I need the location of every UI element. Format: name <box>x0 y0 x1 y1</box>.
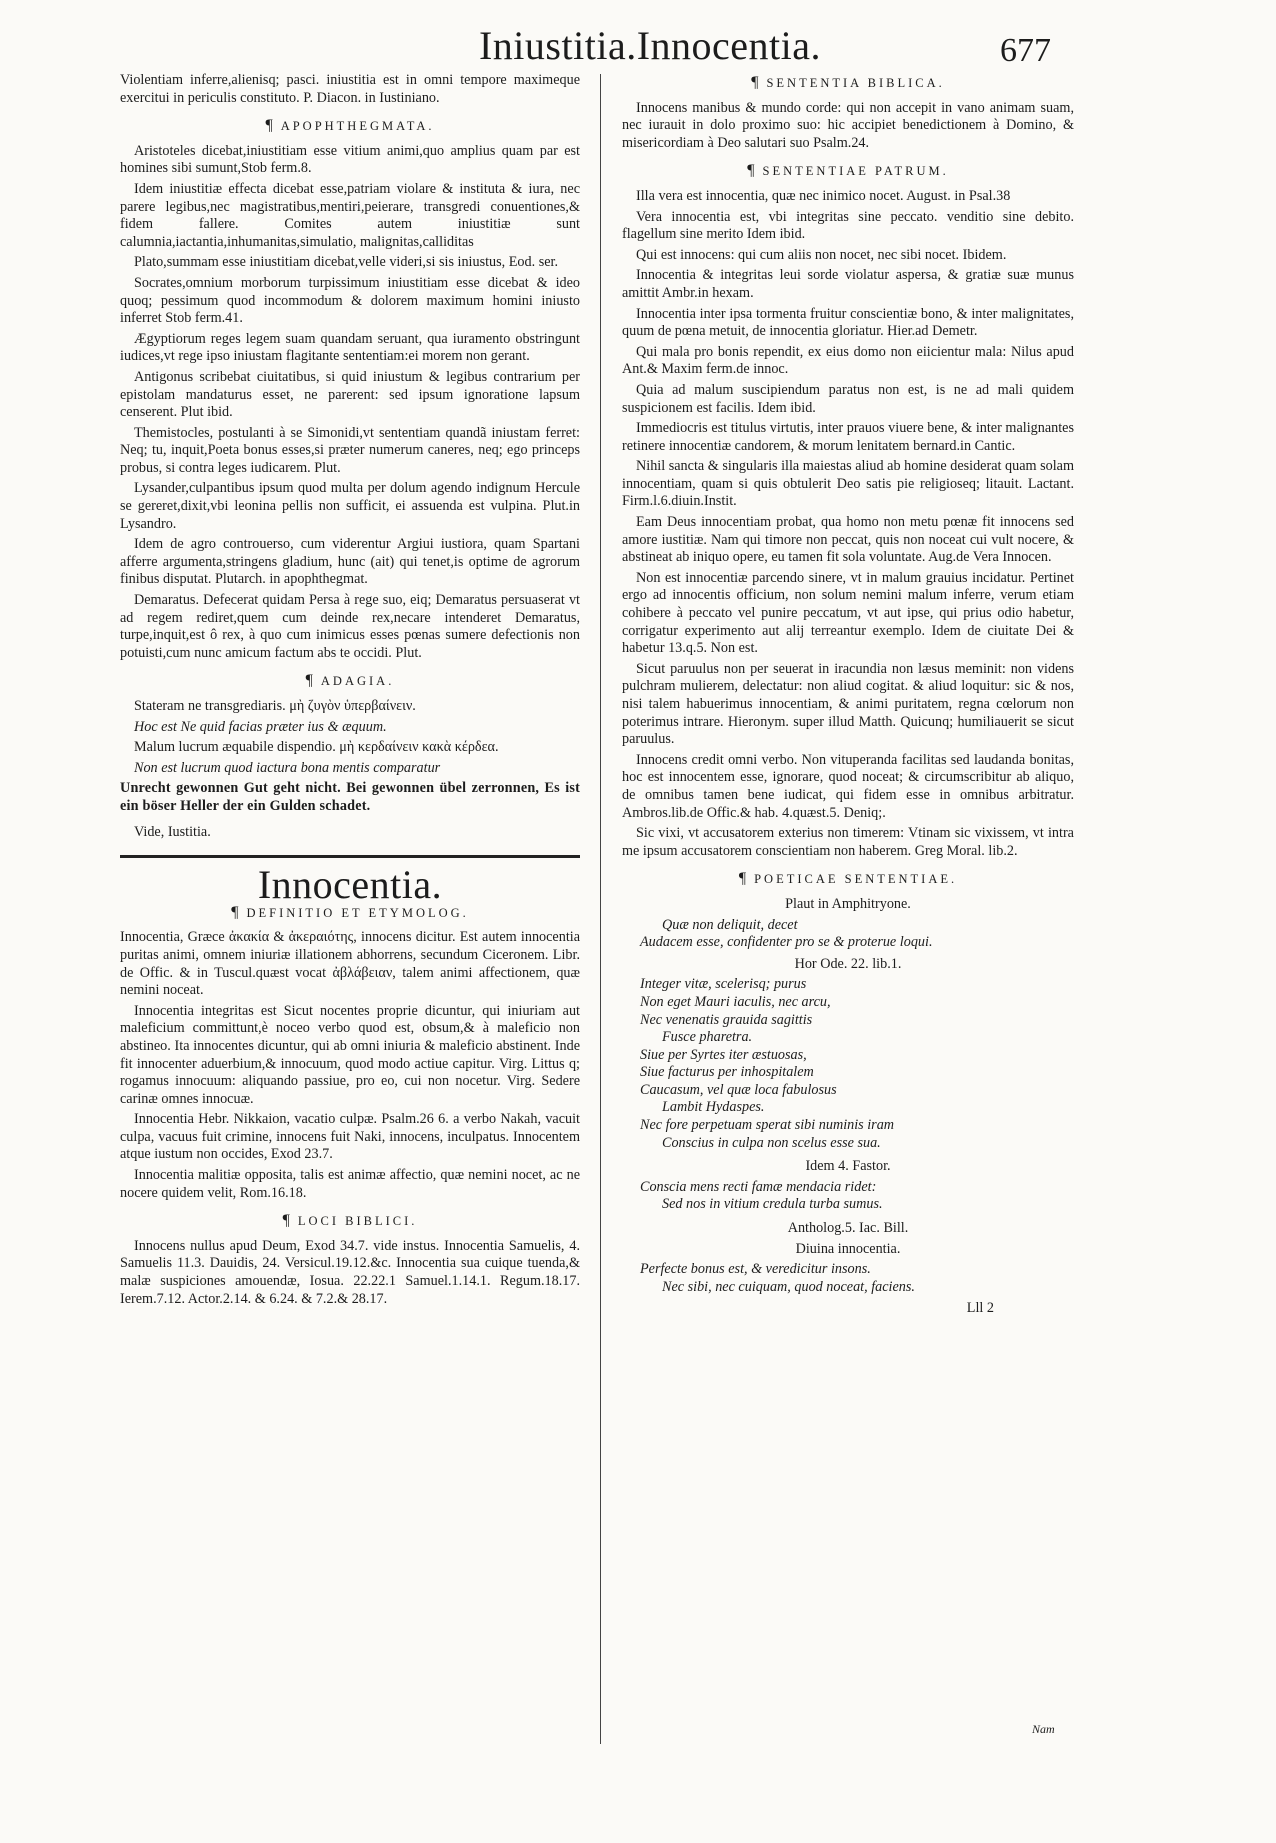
verse-line: Audacem esse, confidenter pro se & proterue loqui. <box>640 934 933 951</box>
cross-reference: Vide, Iustitia. <box>134 823 211 840</box>
patrum-paragraph: Vera innocentia est, vbi integritas sine peccato. venditio sine debito. flagellum sine merito Idem ibid. <box>622 208 1074 243</box>
section-heading-definitio: ¶ DEFINITIO ET ETYMOLOG. <box>231 903 469 921</box>
patrum-paragraph: Qui est innocens: qui cum aliis non nocet, nec sibi nocet. Ibidem. <box>636 246 1007 263</box>
patrum-paragraph: Eam Deus innocentiam probat, qua homo non metu pœnæ fit innocens sed amore iustitiæ. Nam qui timore non peccat, quis non noceat cui vult nocere, & abstineat ab iniquo opere, eu tamen fit sola voluntate. Aug.de Vera Innocen. <box>622 514 1074 566</box>
apophthegm-paragraph: Themistocles, postulanti à se Simonidi,vt sententiam quandã iniustam ferret: Neq; tu, inquit,Poeta bonus esses,si præter numerum caneres, neq; ego princeps probus, si contra leges iudicarem. Plut. <box>120 424 580 476</box>
adage-line: Stateram ne transgrediaris. μὴ ζυγὸν ὑπερβαίνειν. <box>134 698 416 714</box>
definition-paragraph: Innocentia Hebr. Nikkaion, vacatio culpæ. Psalm.26 6. a verbo Nakah, vacuit culpa, vacuus fuit crimine, innocens fuit Naki, innocens, inculpatus. Innocentem atque iustum non occides, Exod 23.7. <box>120 1111 580 1163</box>
verse-line: Sed nos in vitium credula turba sumus. <box>662 1196 883 1213</box>
apophthegm-paragraph: Plato,summam esse iniustitiam dicebat,velle videri,si sis iniustus, Eod. ser. <box>134 254 559 271</box>
column-divider <box>600 74 601 1744</box>
patrum-paragraph: Sicut paruulus non per seuerat in iracundia non læsus meminit: non videns pulchram mulierem, delectatur: non aliud cogitat. & aliud loquitur: sic & nos, nisi talem habuerimus innocentiam, & animi puritatem, regna cœlorum non poterimus intrare. Hieronym. super illud Matth. Quicunq; humiliauerit se sicut paruulus. <box>622 660 1074 748</box>
apophthegm-paragraph: Ægyptiorum reges legem suam quandam seruant, qua iuramento obstringunt iudices,vt rege ipso iniustam flagitante sententiam:ei morem non gerant. <box>120 330 580 365</box>
patrum-paragraph: Illa vera est innocentia, quæ nec inimico nocet. August. in Psal.38 <box>636 187 1011 204</box>
patrum-paragraph: Nihil sancta & singularis illa maiestas aliud ab homine desiderat quam solam innocentiam, quam si quis obtulerit Deo satis pie religioseq; litauit. Lactant. Firm.l.6.diuin.Instit. <box>622 458 1074 510</box>
left-column <box>120 72 580 1782</box>
definition-paragraph: Innocentia malitiæ opposita, talis est animæ affectio, quæ nemini nocet, ac ne nocere quidem velit, Rom.16.18. <box>120 1167 580 1201</box>
verse-line: Quæ non deliquit, decet <box>662 916 798 933</box>
patrum-paragraph: Innocentia & integritas leui sorde violatur aspersa, & gratiæ suæ munus amittit Ambr.in hexam. <box>622 267 1074 301</box>
page-number: 677 <box>1000 32 1051 69</box>
signature-mark: Lll 2 <box>966 1300 994 1317</box>
section-divider <box>120 855 580 858</box>
pilcrow-icon: ¶ <box>751 74 759 91</box>
section-heading-loci-biblici: ¶ LOCI BIBLICI. <box>282 1212 418 1230</box>
article-title: Innocentia. <box>257 862 443 908</box>
adage-line: Malum lucrum æquabile dispendio. μὴ κερδαίνειν κακὰ κέρδεα. <box>134 739 499 756</box>
definition-paragraph: Innocentia integritas est Sicut nocentes proprie dicuntur, qui iniuriam aut maleficium committunt,è noceo verbo quod est, obsum,& à maleficio non abstineo. Ita innocentes dicuntur, qui ab omni iniuria & maleficio abstinent. Inde fit innocenter aduerbium,& innocuum, quod modo actiue capitur. Virg. Littus q; rogamus innocuum: aliquando passiue, pro eo, cui non nocetur. Virg. Sedere carinæ omnes innocuæ. <box>120 1002 580 1107</box>
poet-source: Idem 4. Fastor. <box>805 1158 891 1175</box>
patrum-paragraph: Sic vixi, vt accusatorem exterius non timerem: Vtinam sic vixissem, vt intra me ipsum accusatorem conscientiam non haberem. Greg Moral. lib.2. <box>622 825 1074 859</box>
adage-line: Hoc est Ne quid facias præter ius & æquum. <box>134 718 387 735</box>
verse-line: Lambit Hydaspes. <box>662 1099 765 1116</box>
german-proverb: Unrecht gewonnen Gut geht nicht. Bei gewonnen übel zerronnen, Es ist ein böser Heller der ein Gulden schadet. <box>120 780 580 814</box>
definition-paragraph: Innocentia, Græce ἀκακία & ἀκεραιότης, innocens dicitur. Est autem innocentia puritas animi, omnem iniuriæ illationem abhorrens, secundum Ciceronem. Libr. de Offic. & in Tuscul.quæst vocat ἀβλάβειαν, talem animi affectionem, quæ nemini noceat. <box>120 929 580 999</box>
verse-line: Caucasum, vel quæ loca fabulosus <box>640 1081 837 1098</box>
pilcrow-icon: ¶ <box>747 162 755 180</box>
pilcrow-icon: ¶ <box>265 117 273 135</box>
verse-line: Nec sibi, nec cuiquam, quod noceat, faciens. <box>662 1278 915 1295</box>
biblica-paragraph: Innocens manibus & mundo corde: qui non accepit in vano animam suam, nec iurauit in dolo proximo suo: hic accipiet benedictionem à Domino, & misericordiam à Deo salutari suo Psalm.24. <box>622 99 1074 151</box>
patrum-paragraph: Immediocris est titulus virtutis, inter prauos viuere bene, & inter malignantes retinere innocentiæ candorem, & morum lenitatem bernard.in Cantic. <box>622 420 1074 454</box>
patrum-paragraph: Qui mala pro bonis rependit, ex eius domo non eiicientur mala: Nilus apud Ant.& Maxim ferm.de innoc. <box>622 343 1074 378</box>
verse-line: Siue facturus per inhospitalem <box>640 1064 814 1081</box>
right-column <box>622 72 1074 1782</box>
catchword: Nam <box>1032 1722 1055 1736</box>
section-heading-biblica: ¶ SENTENTIA BIBLICA. <box>751 74 945 91</box>
pilcrow-icon: ¶ <box>738 870 747 888</box>
section-heading-patrum: ¶ SENTENTIAE PATRUM. <box>747 162 949 180</box>
patrum-paragraph: Quia ad malum suscipiendum paratus non est, is ne ad mali quidem suspicionem est facilis. Idem ibid. <box>622 381 1074 416</box>
apophthegm-paragraph: Idem iniustitiæ effecta dicebat esse,patriam violare & instituta & iura, nec parere legibus,nec magistratibus,mentiri,peierare, transgredi conuentiones,& fidem fallere. Comites autem iniustitiæ sunt calumnia,iactantia,inhumanitas,simulatio, malignitas,calliditas <box>120 180 580 250</box>
poem-title: Diuina innocentia. <box>795 1240 901 1257</box>
running-head: Iniustitia.Innocentia. <box>478 23 821 68</box>
verse-line: Siue per Syrtes iter æstuosas, <box>640 1046 807 1063</box>
verse-line: Conscius in culpa non scelus esse sua. <box>662 1134 881 1151</box>
poet-source: Antholog.5. Iac. Bill. <box>787 1220 909 1237</box>
patrum-paragraph: Innocens credit omni verbo. Non vituperanda facilitas sed laudanda bonitas, hoc est innocentem esse, ignorare, quod noceat; & circumscribitur ab aliquo, de omnibus tamen bene iudicat, qui fidem esse in omnibus arbitratur. Ambros.lib.de Offic.& hab. 4.quæst.5. Deniq;. <box>622 751 1074 821</box>
verse-line: Perfecte bonus est, & veredicitur insons. <box>640 1261 871 1278</box>
patrum-paragraph: Non est innocentiæ parcendo sinere, vt in malum grauius incidatur. Pertinet ergo ad innocentis officium, non solum nemini malum inferre, verum etiam cohibere à peccato vel punire peccatum, vt aut ipse, qui prius odio habetur, corrigatur experimento aut alij terreantur exemplo. Idem de ciuitate Dei & habetur 13.q.5. Non est. <box>622 569 1074 657</box>
verse-line: Fusce pharetra. <box>662 1029 753 1046</box>
apophthegm-paragraph: Antigonus scribebat ciuitatibus, si quid iniustum & legibus contrarium per epistolam mandaturus esset, ne parerent: sed ipsum ignoratione lapsum censerent. Plut ibid. <box>120 368 580 421</box>
apophthegm-paragraph: Aristoteles dicebat,iniustitiam esse vitium animi,quo amplius quam par est homines sibi sumunt,Stob ferm.8. <box>120 142 580 177</box>
verse-line: Non eget Mauri iaculis, nec arcu, <box>640 993 831 1010</box>
verse-line: Integer vitæ, scelerisq; purus <box>640 976 807 993</box>
section-heading-adagia: ¶ ADAGIA. <box>305 672 395 690</box>
verse-line: Nec venenatis grauida sagittis <box>640 1011 813 1028</box>
pilcrow-icon: ¶ <box>305 672 313 690</box>
pilcrow-icon: ¶ <box>282 1212 290 1230</box>
apophthegm-paragraph: Lysander,culpantibus ipsum quod multa per dolum agendo indignum Hercule se gereret,dixit,vbi leonina pellis non sufficit, ei assuenda est vulpina. Plut.in Lysandro. <box>120 480 580 532</box>
verse-line: Nec fore perpetuam sperat sibi numinis iram <box>640 1117 895 1134</box>
loci-paragraph: Innocens nullus apud Deum, Exod 34.7. vide instus. Innocentia Samuelis, 4. Samuelis 11.3. Dauidis, 24. Versicul.19.12.&c. Innocentia sua cuique tuenda,& malæ suspiciones amouendæ, Iosua. 22.22.1 Samuel.1.14.1. Regum.18.17. Ierem.7.12. Actor.2.14. & 6.24. & 7.2.& 28.17. <box>120 1237 580 1307</box>
section-heading-poeticae: ¶ POETICAE SENTENTIAE. <box>738 870 958 888</box>
apophthegm-paragraph: Socrates,omnium morborum turpissimum iniustitiam esse dicebat & ideo quoq; pessimum quod incommodum & dolorem maximum homini iniusto inferret Stob ferm.41. <box>120 274 580 327</box>
apophthegm-paragraph: Idem de agro controuerso, cum viderentur Argiui iustiora, quam Spartani afferre argumenta,stringens gladium, hunc (ait) qui tenet,is optime de agrorum finibus disputat. Plutarch. in apophthegmat. <box>120 536 580 588</box>
apophthegm-paragraph: Demaratus. Defecerat quidam Persa à rege suo, eiq; Demaratus persuaserat vt ad regem rediret,quem cum deinde rex,necare intenderet Demaratus, turpe,inquit,est ô rex, à quo cum inimicus esses pœnas sumere defectionis non potuisti,cum nunc amicum factum abs te occidi. Plut. <box>120 592 580 661</box>
pilcrow-icon: ¶ <box>231 903 239 921</box>
poet-source: Plaut in Amphitryone. <box>785 895 911 912</box>
section-heading-apophthegmata: ¶ APOPHTHEGMATA. <box>265 117 435 135</box>
adage-line: Non est lucrum quod iactura bona mentis comparatur <box>134 759 441 776</box>
verse-line: Conscia mens recti famæ mendacia ridet: <box>640 1178 877 1195</box>
intro-paragraph: Violentiam inferre,alienisq; pasci. iniustitia est in omni tempore maximeque exercitui in periculis constituto. P. Diacon. in Iustiniano. <box>120 72 580 106</box>
patrum-paragraph: Innocentia inter ipsa tormenta fruitur conscientiæ bono, & inter malignitates, quum de pœna metuit, de innocentia gloriatur. Hier.ad Demetr. <box>622 305 1074 340</box>
poet-source: Hor Ode. 22. lib.1. <box>794 955 902 972</box>
